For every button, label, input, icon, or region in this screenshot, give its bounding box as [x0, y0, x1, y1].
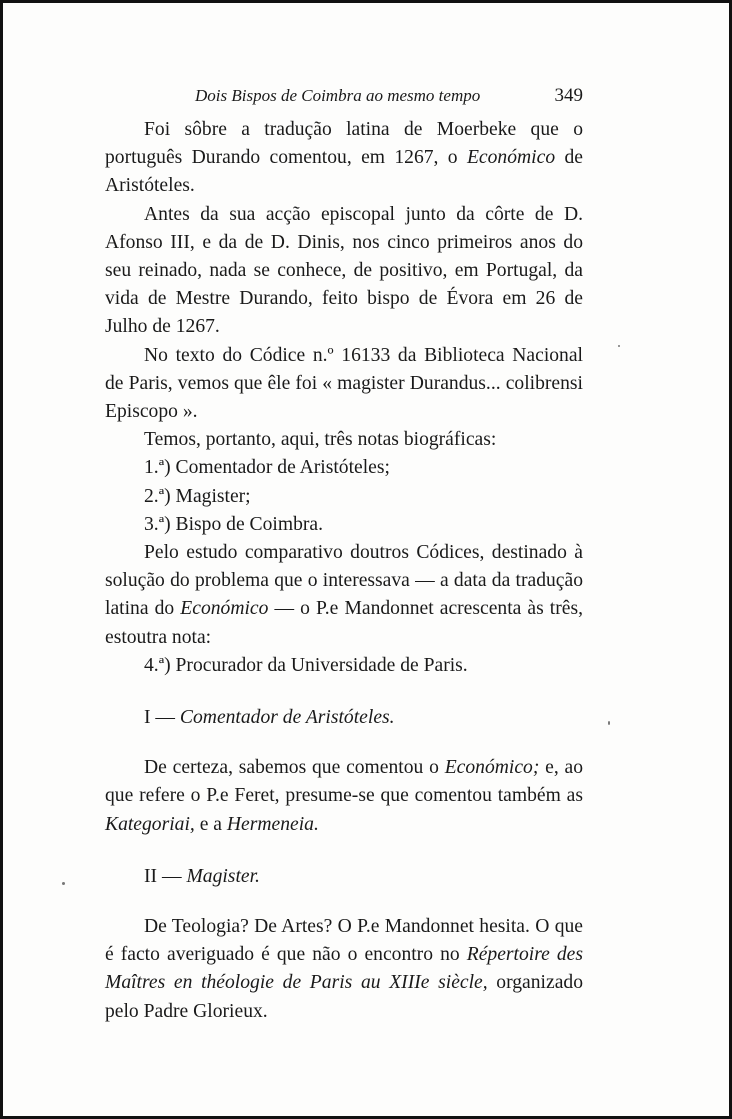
list-item: 1.ª) Comentador de Aristóteles;	[144, 457, 390, 479]
list-item: 2.ª) Magister;	[144, 485, 251, 507]
page-number: 349	[554, 85, 583, 106]
print-speck	[608, 721, 610, 725]
paragraph-2: Antes da sua acção episcopal junto da côrte de D. Afonso III, e da de D. Dinis, nos cinco primeiros anos do seu reinado, nada se conhece, de positivo, em Portugal, da vida de Mestre Durando, feito bispo de Évora em 26 de Julho de 1267.	[105, 203, 583, 338]
section-heading-1: I — Comentador de Aristóteles.	[144, 707, 395, 729]
list-item: 3.ª) Bispo de Coimbra.	[144, 513, 324, 535]
list-item: 4.ª) Procurador da Universidade de Paris.	[144, 654, 468, 676]
paragraph-7: De Teologia? De Artes? O P.e Mandonnet hesita. O que é facto averiguado é que não o encontro no Répertoire des Maîtres en théologie de Paris au XIIIe siècle, organizado pelo Padre Glorieux.	[105, 916, 584, 1022]
print-speck	[618, 345, 620, 347]
section-heading-2: II — Magister.	[144, 865, 260, 887]
paragraph-3: No texto do Códice n.º 16133 da Biblioteca Nacional de Paris, vemos que êle foi « magister Durandus... colibrensi Episcopo ».	[105, 344, 583, 423]
print-speck	[62, 882, 65, 885]
paragraph-4: Temos, portanto, aqui, três notas biográficas:	[144, 429, 497, 451]
running-title: Dois Bispos de Coimbra ao mesmo tempo	[195, 86, 481, 105]
page-header	[105, 80, 583, 110]
book-page	[105, 80, 583, 1026]
paragraph-5: Pelo estudo comparativo doutros Códices, destinado à solução do problema que o interessava — a data da tradução latina do Económico — o P.e Mandonnet acrescenta às três, estoutra nota:	[105, 542, 584, 648]
paragraph-1: Foi sôbre a tradução latina de Moerbeke que o português Durando comentou, em 1267, o Económico de Aristóteles.	[105, 119, 583, 197]
paragraph-6: De certeza, sabemos que comentou o Económico; e, ao que refere o P.e Feret, presume-se que comentou também as Kategoriai, e a Hermeneia.	[105, 757, 583, 835]
